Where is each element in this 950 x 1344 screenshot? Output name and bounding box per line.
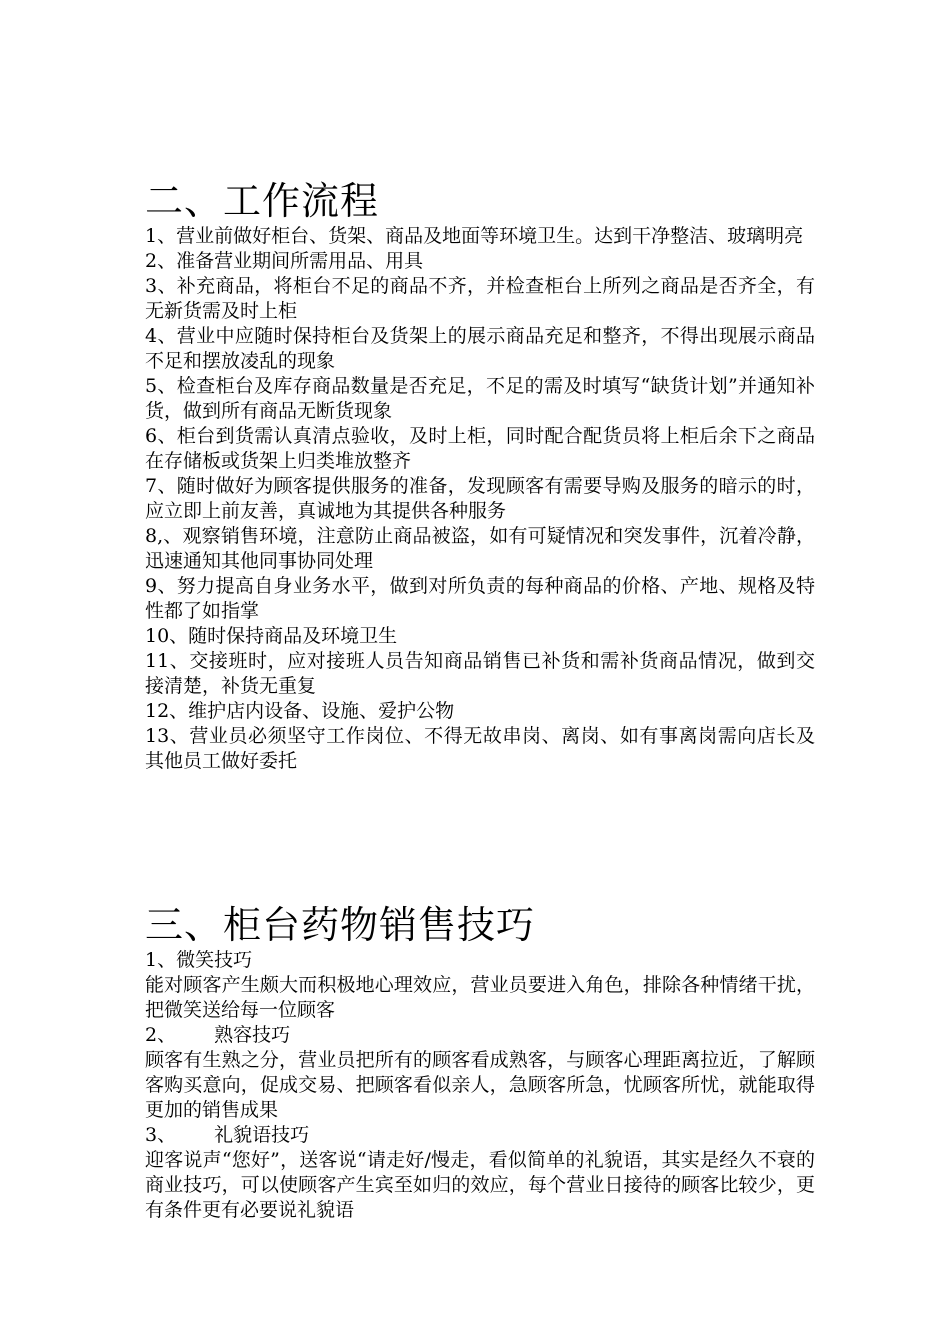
workflow-item-6: 6、柜台到货需认真清点验收，及时上柜，同时配合配货员将上柜后余下之商品在存储板或货架上归类堆放整齐 (145, 425, 815, 472)
sales-skills-section (145, 902, 815, 1223)
sales-skills-body (145, 948, 815, 1223)
workflow-item-9: 9、努力提高自身业务水平，做到对所负责的每种商品的价格、产地、规格及特性都了如指掌 (145, 575, 815, 622)
skill-1-text: 能对顾客产生颇大而积极地心理效应，营业员要进入角色，排除各种情绪干扰，把微笑送给每一位顾客 (145, 974, 815, 1021)
workflow-section (145, 178, 815, 774)
workflow-item-1: 1、营业前做好柜台、货架、商品及地面等环境卫生。达到干净整洁、玻璃明亮 (145, 225, 804, 247)
workflow-item-3: 3、补充商品，将柜台不足的商品不齐，并检查柜台上所列之商品是否齐全，有无新货需及时上柜 (145, 275, 815, 322)
skill-2-text: 顾客有生熟之分，营业员把所有的顾客看成熟客，与顾客心理距离拉近，了解顾客购买意向，促成交易、把顾客看似亲人，急顾客所急，忧顾客所忧，就能取得更加的销售成果 (145, 1049, 815, 1121)
workflow-heading: 二、工作流程 (145, 179, 380, 223)
skill-2-number: 2、 (145, 1024, 177, 1046)
skill-3-number: 3、 (145, 1124, 177, 1146)
workflow-item-5: 5、检查柜台及库存商品数量是否充足，不足的需及时填写“缺货计划”并通知补货，做到所有商品无断货现象 (145, 375, 815, 422)
skill-3-label: 礼貌语技巧 (214, 1124, 310, 1146)
workflow-item-7: 7、随时做好为顾客提供服务的准备，发现顾客有需要导购及服务的暗示的时，应立即上前友善，真诚地为其提供各种服务 (145, 475, 815, 522)
skill-3-heading (145, 1123, 815, 1148)
workflow-item-8: 8,、观察销售环境，注意防止商品被盗，如有可疑情况和突发事件，沉着冷静，迅速通知其他同事协同处理 (145, 525, 815, 572)
workflow-item-13: 13、营业员必须坚守工作岗位、不得无故串岗、离岗、如有事离岗需向店长及其他员工做好委托 (145, 725, 815, 772)
workflow-item-12: 12、维护店内设备、设施、爱护公物 (145, 700, 455, 722)
workflow-item-2: 2、准备营业期间所需用品、用具 (145, 250, 424, 272)
skill-2-heading (145, 1023, 815, 1048)
workflow-item-4: 4、营业中应随时保持柜台及货架上的展示商品充足和整齐，不得出现展示商品不足和摆放凌乱的现象 (145, 325, 815, 372)
skill-2-label: 熟容技巧 (214, 1024, 291, 1046)
skill-3-text: 迎客说声“您好”，送客说“请走好/慢走，看似简单的礼貌语，其实是经久不衰的商业技巧，可以使顾客产生宾至如归的效应，每个营业日接待的顾客比较少，更有条件更有必要说礼貌语 (145, 1149, 815, 1221)
workflow-item-10: 10、随时保持商品及环境卫生 (145, 625, 398, 647)
workflow-list (145, 224, 815, 774)
sales-skills-heading: 三、柜台药物销售技巧 (145, 903, 536, 947)
skill-1-heading: 1、微笑技巧 (145, 949, 253, 971)
workflow-item-11: 11、交接班时，应对接班人员告知商品销售已补货和需补货商品情况，做到交接清楚，补货无重复 (145, 650, 815, 697)
